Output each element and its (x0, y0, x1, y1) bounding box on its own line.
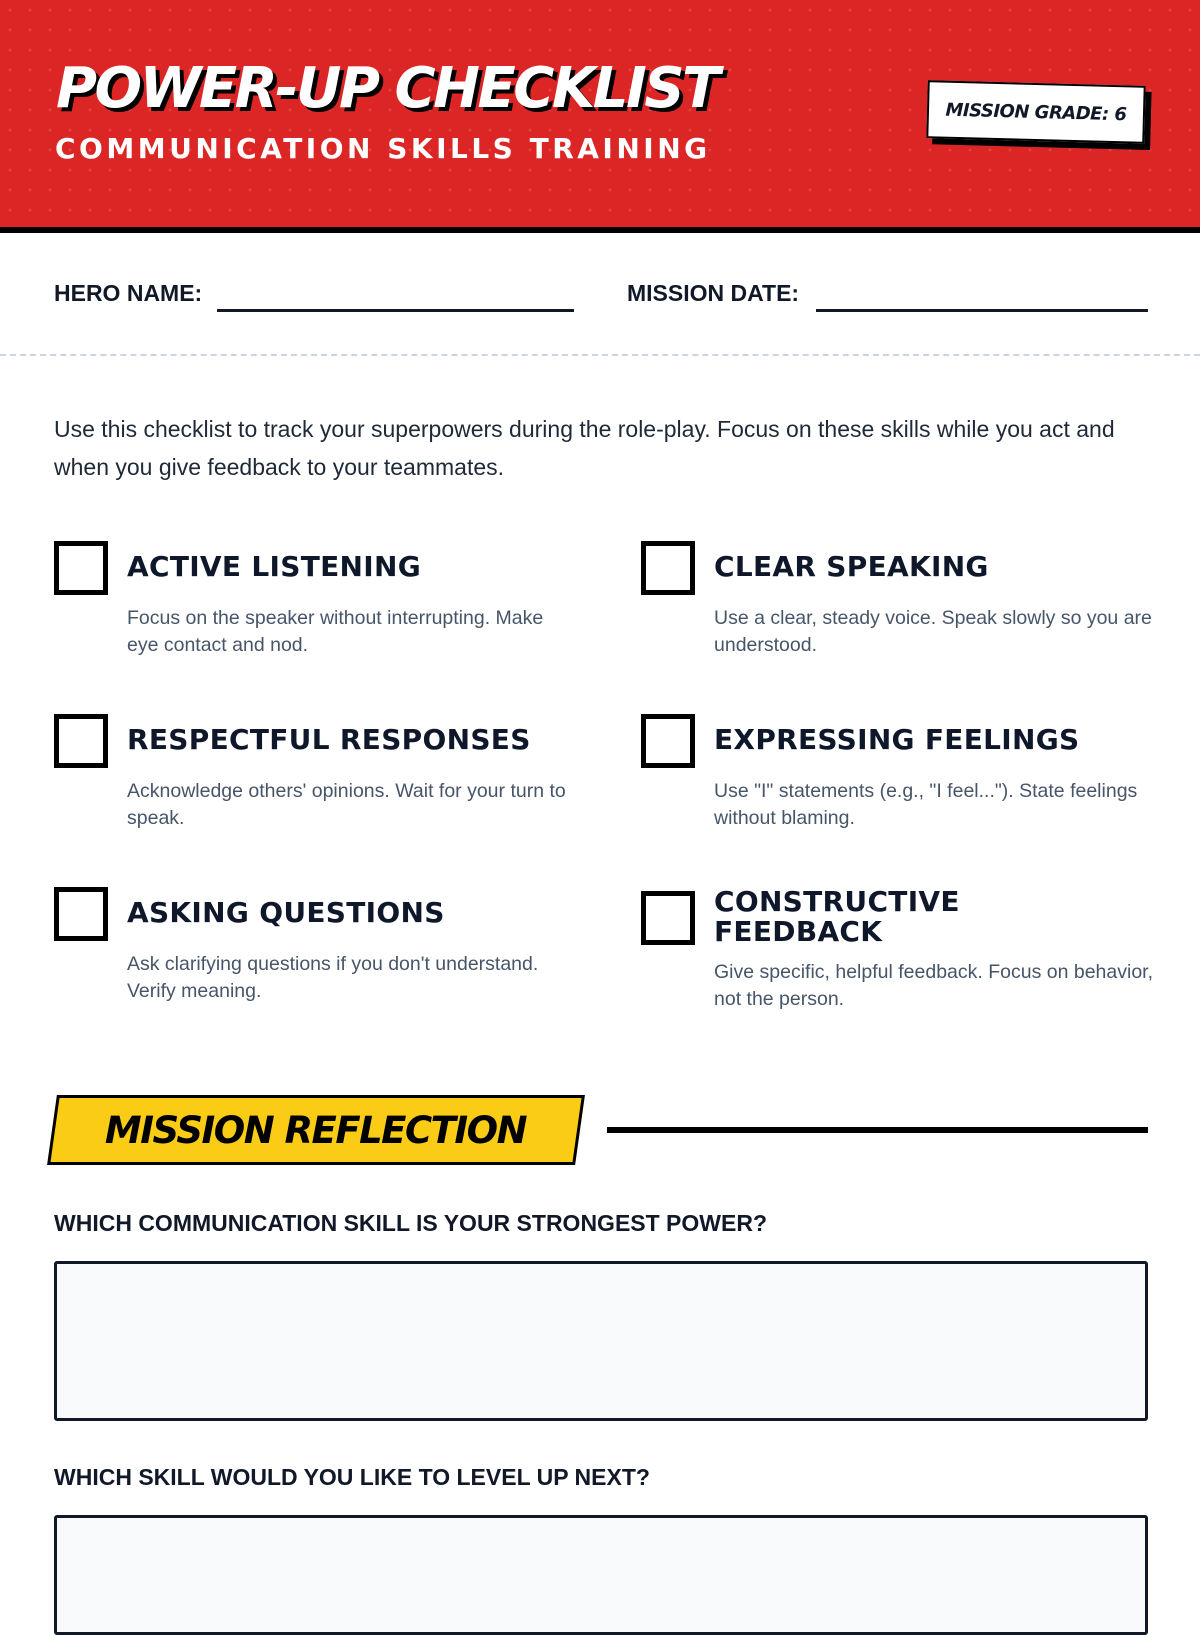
skill-checkbox[interactable] (641, 541, 695, 595)
skill-checkbox[interactable] (54, 714, 108, 768)
mission-date-field[interactable] (816, 309, 1148, 312)
skill-checkbox[interactable] (641, 714, 695, 768)
skill-title: CONSTRUCTIVE FEEDBACK (714, 885, 960, 948)
mission-reflection-heading: MISSION REFLECTION (105, 1108, 527, 1152)
skill-title: ASKING QUESTIONS (127, 896, 445, 929)
mission-reflection-banner (47, 1095, 585, 1165)
reflection-question-2: WHICH SKILL WOULD YOU LIKE TO LEVEL UP NEXT? (54, 1464, 650, 1490)
mission-grade-badge (926, 80, 1145, 144)
section-divider (0, 354, 1200, 356)
skill-checkbox[interactable] (54, 541, 108, 595)
skill-title: CLEAR SPEAKING (714, 550, 989, 583)
page-title: POWER-UP CHECKLIST (56, 56, 718, 121)
skill-title: EXPRESSING FEELINGS (714, 723, 1080, 756)
skill-description: Give specific, helpful feedback. Focus on behavior, not the person. (714, 961, 1153, 1010)
skill-title: ACTIVE LISTENING (127, 550, 422, 583)
reflection-answer-box-1[interactable] (54, 1261, 1148, 1421)
hero-name-field[interactable] (217, 309, 574, 312)
mission-date-label: MISSION DATE: (627, 280, 800, 306)
skill-checkbox[interactable] (54, 887, 108, 941)
page-subtitle: COMMUNICATION SKILLS TRAINING (55, 132, 711, 165)
skill-description: Focus on the speaker without interrupting. Make eye contact and nod. (127, 607, 544, 656)
skill-description: Use "I" statements (e.g., "I feel..."). State feelings without blaming. (714, 780, 1138, 829)
reflection-question-1: WHICH COMMUNICATION SKILL IS YOUR STRONGEST POWER? (54, 1210, 767, 1236)
skill-title: RESPECTFUL RESPONSES (127, 723, 531, 756)
intro-text: Use this checklist to track your superpowers during the role-play. Focus on these skills while you act and when you give feedback to your teammates. (54, 416, 1115, 480)
reflection-answer-box-2[interactable] (54, 1515, 1148, 1635)
skill-checkbox[interactable] (641, 891, 695, 945)
mission-grade-label: MISSION GRADE: 6 (945, 99, 1127, 125)
skill-description: Acknowledge others' opinions. Wait for your turn to speak. (127, 780, 566, 829)
page-header (0, 0, 1200, 233)
banner-rule (607, 1127, 1148, 1133)
skill-description: Ask clarifying questions if you don't understand. Verify meaning. (127, 953, 539, 1002)
hero-name-label: HERO NAME: (54, 280, 203, 306)
skill-description: Use a clear, steady voice. Speak slowly so you are understood. (714, 607, 1152, 656)
